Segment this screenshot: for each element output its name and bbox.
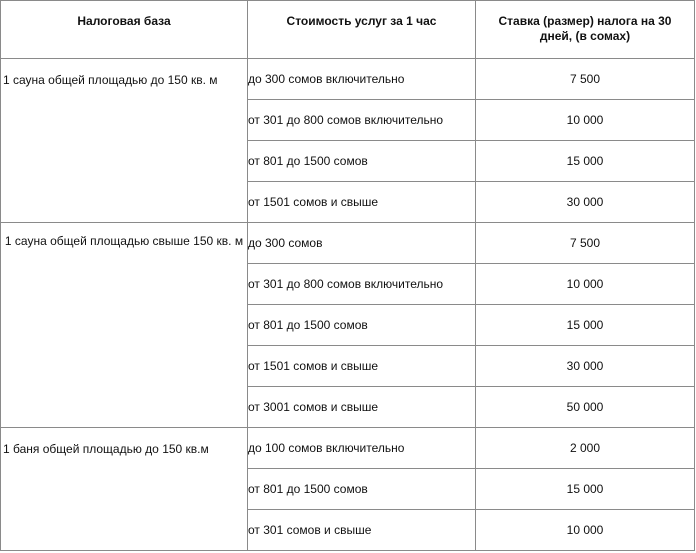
service-cost-cell: от 3001 сомов и свыше [248,387,476,428]
service-cost-cell: от 801 до 1500 сомов [248,305,476,346]
tax-rate-cell: 50 000 [476,387,695,428]
tax-rate-cell: 30 000 [476,346,695,387]
tax-rate-cell: 15 000 [476,141,695,182]
tax-base-cell: 1 сауна общей площадью до 150 кв. м [1,59,248,223]
service-cost-cell: до 300 сомов включительно [248,59,476,100]
service-cost-cell: от 1501 сомов и свыше [248,346,476,387]
service-cost-cell: от 1501 сомов и свыше [248,182,476,223]
service-cost-cell: до 300 сомов [248,223,476,264]
tax-rate-cell: 10 000 [476,100,695,141]
service-cost-cell: от 801 до 1500 сомов [248,141,476,182]
tax-base-cell: 1 баня общей площадью до 150 кв.м [1,428,248,551]
table-row [1,428,695,469]
service-cost-cell: до 100 сомов включительно [248,428,476,469]
header-service-cost: Стоимость услуг за 1 час [248,1,476,59]
tax-rate-cell: 15 000 [476,305,695,346]
tax-rate-cell: 7 500 [476,59,695,100]
service-cost-cell: от 801 до 1500 сомов [248,469,476,510]
tax-rate-cell: 2 000 [476,428,695,469]
service-cost-cell: от 301 до 800 сомов включительно [248,264,476,305]
tax-rate-cell: 10 000 [476,510,695,551]
tax-rate-cell: 15 000 [476,469,695,510]
table-row [1,223,695,264]
header-tax-base: Налоговая база [1,1,248,59]
service-cost-cell: от 301 сомов и свыше [248,510,476,551]
tax-base-cell: 1 сауна общей площадью свыше 150 кв. м [1,223,248,428]
tax-rate-cell: 30 000 [476,182,695,223]
tax-rate-cell: 10 000 [476,264,695,305]
service-cost-cell: от 301 до 800 сомов включительно [248,100,476,141]
tax-rate-cell: 7 500 [476,223,695,264]
table-row [1,59,695,100]
header-tax-rate: Ставка (размер) налога на 30 дней, (в сомах) [476,1,695,59]
header-row [1,1,695,59]
